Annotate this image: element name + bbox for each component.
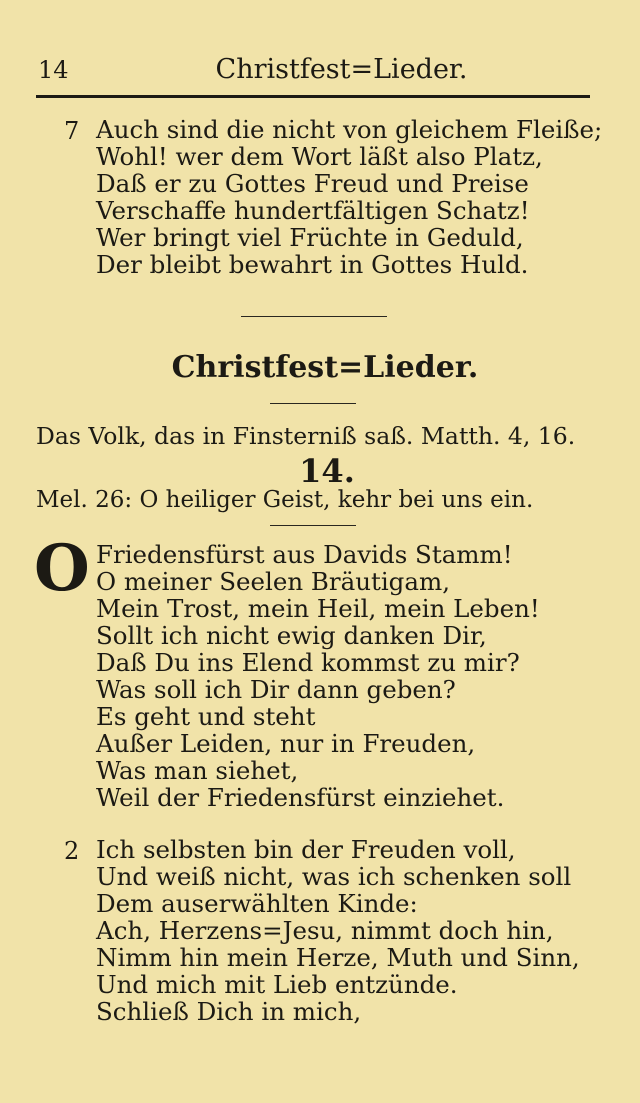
melody-line: Mel. 26: O heiliger Geist, kehr bei uns ein. [36,487,534,513]
verse-line: Schließ Dich in mich, [96,997,362,1026]
title-rule [270,403,356,404]
verse-line: Daß Du ins Elend kommst zu mir? [96,648,520,677]
verse-line: Und mich mit Lieb entzünde. [96,970,458,999]
verse-line: Und weiß nicht, was ich schenken soll [96,862,572,891]
verse-line: Sollt ich nicht ewig danken Dir, [96,621,487,650]
verse-number: 2 [64,837,80,865]
prev-hymn-verse [96,116,602,278]
verse-line: Mein Trost, mein Heil, mein Leben! [96,594,540,623]
page-header [38,52,590,92]
verse-line: Was soll ich Dir dann geben? [96,675,456,704]
verse-line: Auch sind die nicht von gleichem Fleiße; [96,115,603,144]
verse-line: Friedensfürst aus Davids Stamm! [96,540,513,569]
verse-number: 7 [64,117,80,145]
melody-rule [270,525,356,526]
hymn-number: 14. [299,452,355,490]
section-divider [241,316,387,317]
verse-line: Daß er zu Gottes Freud und Preise [96,169,529,198]
verse-line: Was man siehet, [96,756,299,785]
verse-line: Es geht und steht [96,702,316,731]
verse-line: Der bleibt bewahrt in Gottes Huld. [96,250,529,279]
verse-line: Wohl! wer dem Wort läßt also Platz, [96,142,543,171]
verse-line: Ich selbsten bin der Freuden voll, [96,835,516,864]
verse-line: Nimm hin mein Herze, Muth und Sinn, [96,943,580,972]
hymn-verse-1 [96,541,540,811]
verse-line: Verschaffe hundertfältigen Schatz! [96,196,530,225]
verse-line: Außer Leiden, nur in Freuden, [96,729,476,758]
drop-cap: O [34,531,90,606]
hymn-verse-2 [96,836,580,1025]
section-title: Christfest=Lieder. [171,350,479,385]
scripture-reference: Das Volk, das in Finsterniß saß. Matth. 4, 16. [36,422,576,450]
verse-line: Dem auserwählten Kinde: [96,889,418,918]
verse-line: Weil der Friedensfürst einziehet. [96,783,505,812]
running-head: Christfest=Lieder. [215,54,468,85]
verse-line: Ach, Herzens=Jesu, nimmt doch hin, [96,916,554,945]
verse-line: Wer bringt viel Früchte in Geduld, [96,223,524,252]
verse-line: O meiner Seelen Bräutigam, [96,567,450,596]
header-rule [36,95,590,98]
page-number: 14 [38,56,69,84]
